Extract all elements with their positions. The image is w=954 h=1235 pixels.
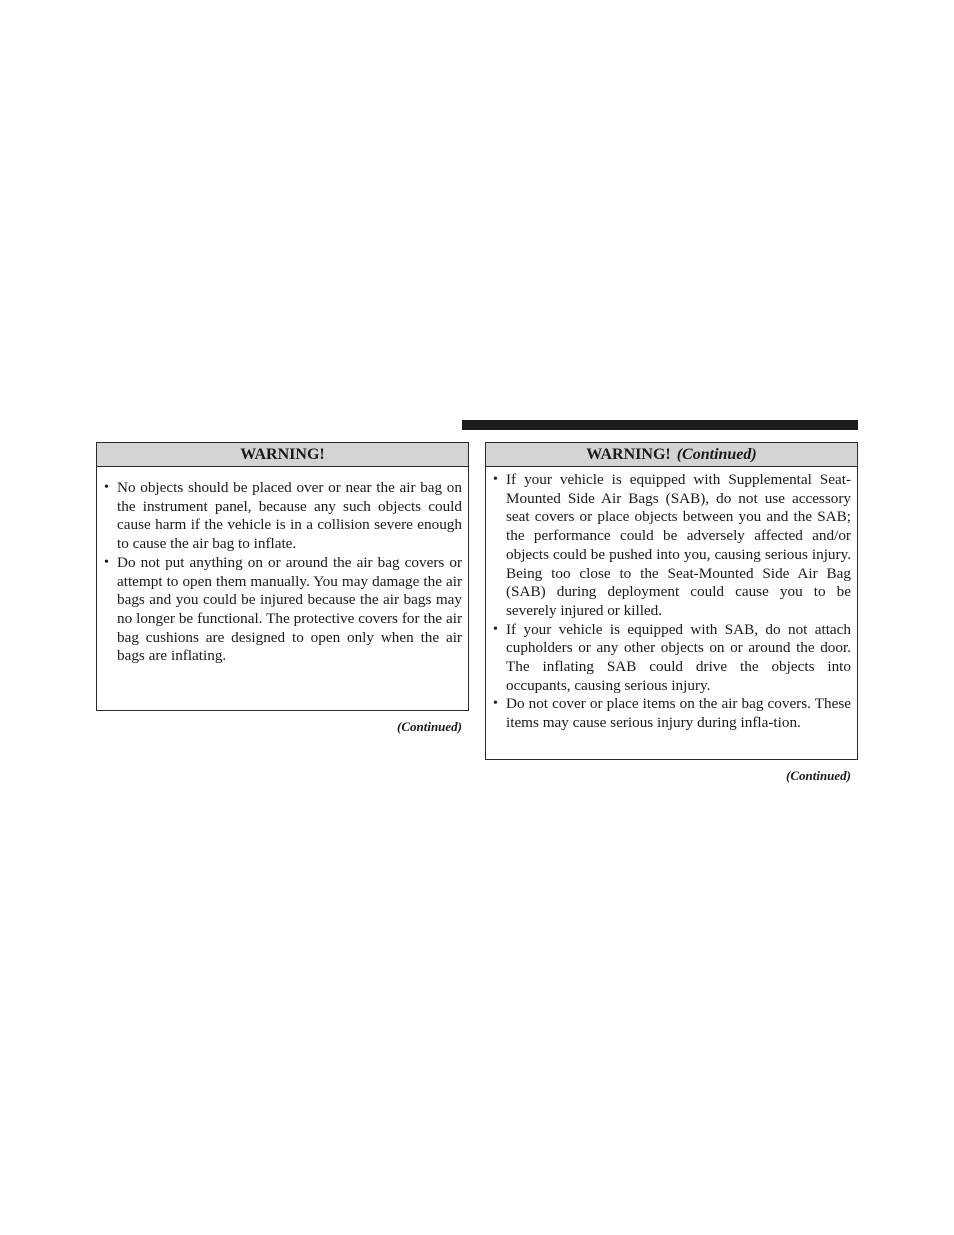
bullet-icon: • (104, 480, 109, 495)
bullet-icon: • (493, 472, 498, 487)
bullet-icon: • (104, 554, 109, 570)
warning-box-left (96, 442, 469, 711)
warning-title-text: WARNING! (586, 446, 671, 463)
list-item (492, 471, 851, 621)
list-item-text: No objects should be placed over or near the air bag on the instrument panel, because any such objects could cause harm if the vehicle is in a collision severe enough to cause the air bag to inflate. (117, 479, 462, 553)
warning-list-left (97, 467, 468, 666)
bullet-icon: • (493, 696, 498, 712)
list-item-text: If your vehicle is equipped with Supplemental Seat-Mounted Side Air Bags (SAB), do not use accessory seat covers or place objects between you and the SAB; the performance could be adversely affected and/or objects could be pushed into you, causing serious injury. Being too close to the Seat-Mounted Side Air Bag (SAB) during deployment could cause you to be severely injured or killed. (506, 471, 851, 619)
warning-box-right (485, 442, 858, 760)
list-item (103, 554, 462, 666)
list-item (103, 479, 462, 554)
list-item (492, 695, 851, 732)
continued-note-left: (Continued) (396, 719, 462, 734)
section-header-bar (462, 420, 858, 430)
warning-title-right (486, 443, 857, 467)
list-item-text: If your vehicle is equipped with SAB, do not attach cupholders or any other objects on or around the door. The inflating SAB could drive the objects into occupants, causing serious injury. (506, 620, 851, 694)
warning-title-text: WARNING! (240, 446, 325, 463)
list-item (492, 621, 851, 696)
continued-note-right: (Continued) (785, 768, 851, 783)
warning-list-right (486, 467, 857, 733)
list-item-text: Do not put anything on or around the air bag covers or attempt to open them manually. You may damage the air bags and you could be injured because the air bags may no longer be functional. The protective covers for the air bag cushions are designed to open only when the air bags are inflating. (117, 553, 462, 665)
bullet-icon: • (493, 621, 498, 637)
warning-title-left (97, 443, 468, 467)
warning-title-continued: (Continued) (676, 446, 757, 463)
list-item-text: Do not cover or place items on the air bag covers. These items may cause serious injury during infla-tion. (506, 695, 851, 732)
